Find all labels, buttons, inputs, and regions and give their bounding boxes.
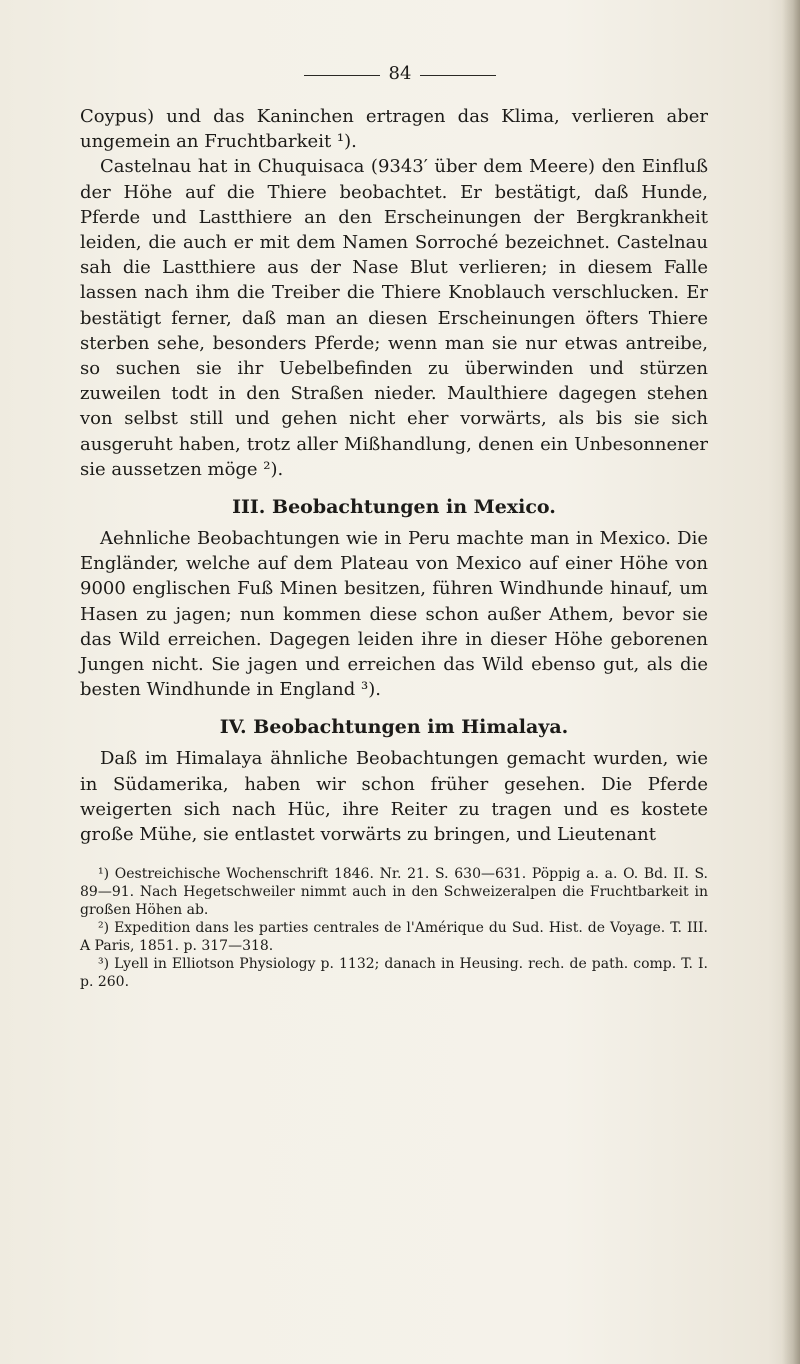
section-heading-mexico: III. Beobachtungen in Mexico. bbox=[232, 496, 556, 519]
paragraph-castelnau: Castelnau hat in Chuquisaca (9343′ über dem Meere) den Einfluß der Höhe auf die Thiere beobachtet. Er bestätigt, daß Hunde, Pferde und Lastthiere an den Erscheinungen der Bergkrankheit leiden, die auch er mit dem Namen Sorroché bezeichnet. Castelnau sah die Lastthiere aus der Nase Blut verlieren; in diesem Falle lassen nach ihm die Treiber die Thiere Knoblauch verschlucken. Er bestätigt ferner, daß man an diesen Erscheinungen öfters Thiere sterben sehe, besonders Pferde; wenn man sie nur etwas antreibe, so suchen sie ihr Uebelbefinden zu überwinden und stürzen zuweilen todt in den Straßen nieder. Maulthiere dagegen stehen von selbst still und gehen nicht eher vorwärts, als bis sie sich ausgeruht haben, trotz aller Mißhandlung, denen ein Unbesonnener sie aussetzen möge ²). bbox=[80, 156, 708, 480]
footnote-2: ²) Expedition dans les parties centrales de l'Amérique du Sud. Hist. de Voyage. T. III. A Paris, 1851. p. 317—318. bbox=[80, 920, 708, 955]
header-rule-right bbox=[420, 75, 496, 76]
page-number: 84 bbox=[388, 63, 412, 84]
section-heading-himalaya: IV. Beobachtungen im Himalaya. bbox=[219, 716, 569, 739]
page-header bbox=[0, 62, 800, 86]
footnote-1: ¹) Oestreichische Wochenschrift 1846. Nr. 21. S. 630—631. Pöppig a. a. O. Bd. II. S. 89—91. Nach Hegetschweiler nimmt auch in den Schweizeralpen die Fruchtbarkeit in großen Höhen ab. bbox=[80, 866, 708, 919]
footnotes bbox=[80, 865, 708, 991]
footnote-3: ³) Lyell in Elliotson Physiology p. 1132; danach in Heusing. rech. de path. comp. T. I. p. 260. bbox=[80, 956, 708, 991]
paragraph-continuation: Coypus) und das Kaninchen ertragen das Klima, verlieren aber ungemein an Fruchtbarkeit ¹). bbox=[80, 106, 708, 153]
page-body bbox=[80, 104, 708, 991]
paragraph-himalaya: Daß im Himalaya ähnliche Beobachtungen gemacht wurden, wie in Südamerika, haben wir schon früher gesehen. Die Pferde weigerten sich nach Hüc, ihre Reiter zu tragen und es kostete große Mühe, sie entlastet vorwärts zu bringen, und Lieutenant bbox=[80, 748, 708, 846]
paragraph-mexico: Aehnliche Beobachtungen wie in Peru machte man in Mexico. Die Engländer, welche auf dem Plateau von Mexico auf einer Höhe von 9000 englischen Fuß Minen besitzen, führen Windhunde hinauf, um Hasen zu jagen; nun kommen diese schon außer Athem, bevor sie das Wild erreichen. Dagegen leiden ihre in dieser Höhe geborenen Jungen nicht. Sie jagen und erreichen das Wild ebenso gut, als die besten Windhunde in England ³). bbox=[80, 528, 708, 701]
page-edge-shadow bbox=[782, 0, 800, 1364]
header-rule-left bbox=[304, 75, 380, 76]
